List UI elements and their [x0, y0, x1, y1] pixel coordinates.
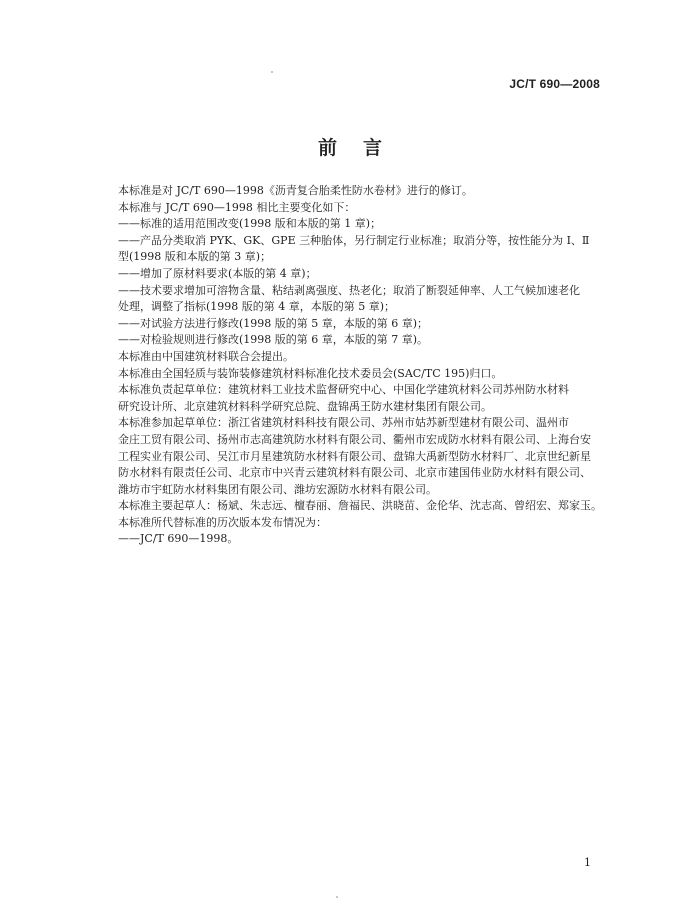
paragraph: 本标准与 JC/T 690—1998 相比主要变化如下：: [118, 200, 356, 214]
change-item: ——对试验方法进行修改(1998 版的第 5 章，本版的第 6 章)；: [118, 316, 429, 330]
paragraph: 本标准参加起草单位：浙江省建筑材料科技有限公司、苏州市姑苏新型建材有限公司、温州市: [118, 416, 569, 430]
paragraph-continued: 研究设计所、北京建筑材料科学研究总院、盘锦禹王防水建材集团有限公司。: [118, 399, 492, 413]
paragraph-continued: 金庄工贸有限公司、扬州市志高建筑防水材料有限公司、衢州市宏成防水材料有限公司、上海台安: [118, 432, 591, 446]
change-item: ——标准的适用范围改变(1998 版和本版的第 1 章)；: [118, 217, 382, 231]
standard-code: JC/T 690—2008: [509, 77, 600, 91]
paragraph-continued: 工程实业有限公司、吴江市月星建筑防水材料有限公司、盘锦大禹新型防水材料厂、北京世纪新星: [118, 449, 591, 463]
paragraph: 本标准由全国轻质与装饰装修建筑材料标准化技术委员会(SAC/TC 195)归口。: [118, 366, 503, 380]
scan-speck: [271, 71, 273, 73]
change-item: ——JC/T 690—1998。: [118, 532, 239, 546]
scan-speck: [336, 896, 338, 898]
paragraph: 本标准由中国建筑材料联合会提出。: [118, 349, 294, 363]
paragraph: 本标准所代替标准的历次版本发布情况为：: [118, 515, 327, 529]
change-item: ——产品分类取消 PYK、GK、GPE 三种胎体，另行制定行业标准；取消分等，按性能分为 Ⅰ、Ⅱ: [118, 233, 590, 247]
change-item: ——增加了原材料要求(本版的第 4 章)；: [118, 266, 317, 280]
paragraph-continued: 潍坊市宇虹防水材料集团有限公司、潍坊宏源防水材料有限公司。: [118, 482, 437, 496]
change-item-continued: 处理，调整了指标(1998 版的第 4 章，本版的第 5 章)；: [118, 300, 396, 314]
paragraph: 本标准主要起草人：杨斌、朱志远、檀春丽、詹福民、洪晓苗、金伦华、沈志高、曾绍宏、郑家玉。: [118, 499, 602, 513]
page-number: 1: [584, 856, 591, 869]
change-item-continued: 型(1998 版和本版的第 3 章)；: [118, 250, 272, 264]
paragraph: 本标准负责起草单位：建筑材料工业技术监督研究中心、中国化学建筑材料公司苏州防水材料: [118, 383, 569, 397]
change-item: ——技术要求增加可溶物含量、粘结剥离强度、热老化；取消了断裂延伸率、人工气候加速老化: [118, 283, 580, 297]
change-item: ——对检验规则进行修改(1998 版的第 6 章，本版的第 7 章)。: [118, 333, 429, 347]
foreword-body: [118, 183, 608, 548]
paragraph: 本标准是对 JC/T 690—1998《沥青复合胎柔性防水卷材》进行的修订。: [118, 184, 473, 197]
page-title: 前言: [317, 137, 408, 159]
paragraph-continued: 防水材料有限责任公司、北京市中兴青云建筑材料有限公司、北京市建国伟业防水材料有限公司、: [118, 466, 591, 480]
